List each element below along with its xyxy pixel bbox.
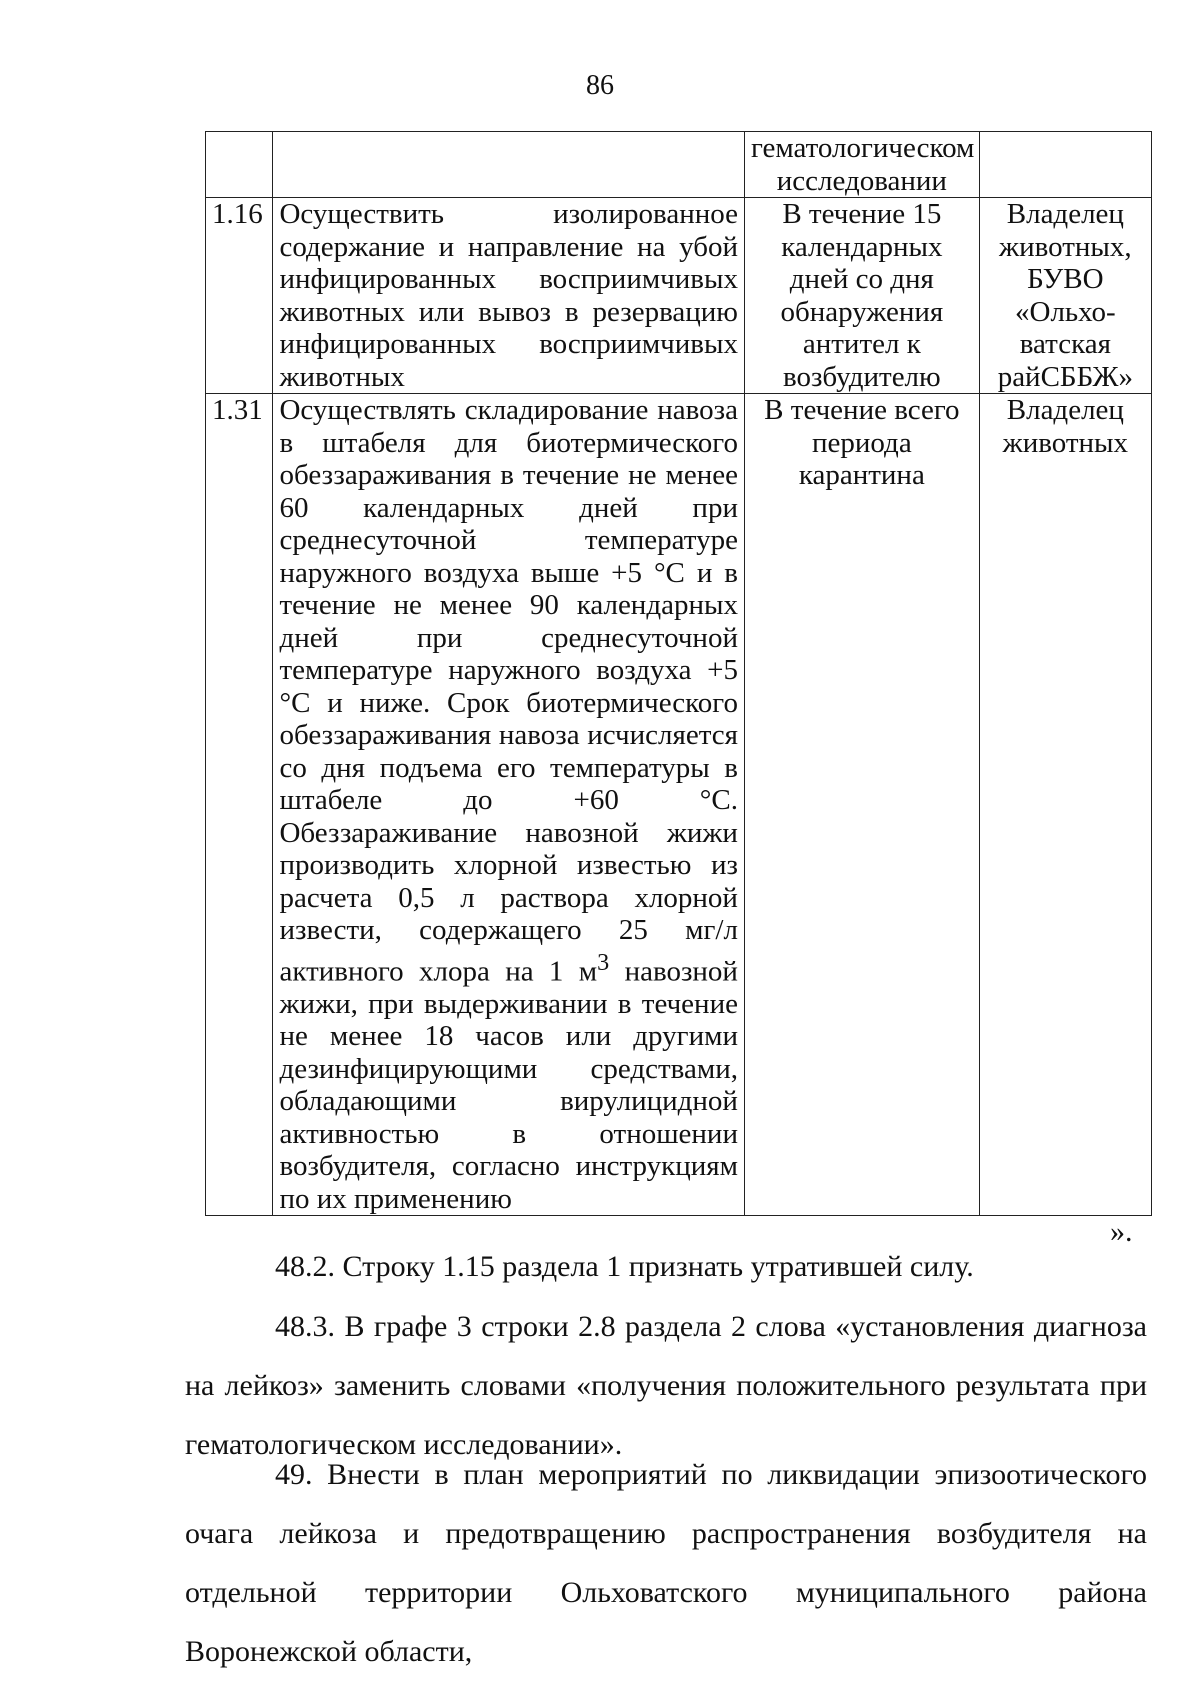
action-cell: Осуществить изолированное содержание и направление на убой инфицированных восприимчивых животных или вывоз в резервацию инфицированных восприимчивых животных xyxy=(273,198,744,394)
responsible-cell: Владелец животных xyxy=(979,394,1151,1216)
action-cell xyxy=(273,394,744,1216)
measures-table xyxy=(205,131,1152,1216)
row-number-cell: 1.16 xyxy=(206,198,273,394)
table-row xyxy=(206,198,1152,394)
action-cell xyxy=(273,132,744,198)
table-row xyxy=(206,394,1152,1216)
term-cell: В течение 15 календарных дней со дня обнаружения антител к возбудителю xyxy=(744,198,979,394)
table-row xyxy=(206,132,1152,198)
paragraph-48-3: 48.3. В графе 3 строки 2.8 раздела 2 слова «установления диагноза на лейкоз» заменить словами «получения положительного результата при гематологическом исследовании». xyxy=(185,1310,1147,1461)
action-text: Осуществлять складирование навоза в штабеля для биотермического обеззараживания в течение не менее 60 календарных дней при среднесуточной температуре наружного воздуха выше +5 °С и в течение не менее 90 календарных дней при среднесуточной температуре наружного воздуха +5 °С и ниже. Срок биотермического обеззараживания навоза исчисляется со дня подъема его температуры в штабеле до +60 °С. Обеззараживание навозной жижи производить хлорной известью из расчета 0,5 л раствора хлорной извести, содержащего 25 мг/л активного хлора на 1 м xyxy=(279,394,738,988)
paragraph-49: 49. Внести в план мероприятий по ликвидации эпизоотического очага лейкоза и предотвращению распространения возбудителя на отдельной территории Ольховатского муниципального района Воронежской области, xyxy=(185,1458,1147,1668)
action-text-tail: навозной жижи, при выдерживании в течение не менее 18 часов или другими дезинфицирующими средствами, обладающими вирулицидной активностью в отношении возбудителя, согласно инструкциям по их применению xyxy=(279,955,738,1215)
row-number-cell: 1.31 xyxy=(206,394,273,1216)
superscript: 3 xyxy=(597,948,610,976)
term-cell: гематологическом исследовании xyxy=(744,132,979,198)
term-cell: В течение всего периода карантина xyxy=(744,394,979,1216)
responsible-cell xyxy=(979,132,1151,198)
responsible-cell: Владелец животных, БУВО «Ольхо-ватская райСББЖ» xyxy=(979,198,1151,394)
paragraph-48-2: 48.2. Строку 1.15 раздела 1 признать утратившей силу. xyxy=(275,1250,974,1283)
row-number-cell xyxy=(206,132,273,198)
closing-quote: ». xyxy=(1110,1215,1133,1248)
page-number: 86 xyxy=(586,70,614,101)
